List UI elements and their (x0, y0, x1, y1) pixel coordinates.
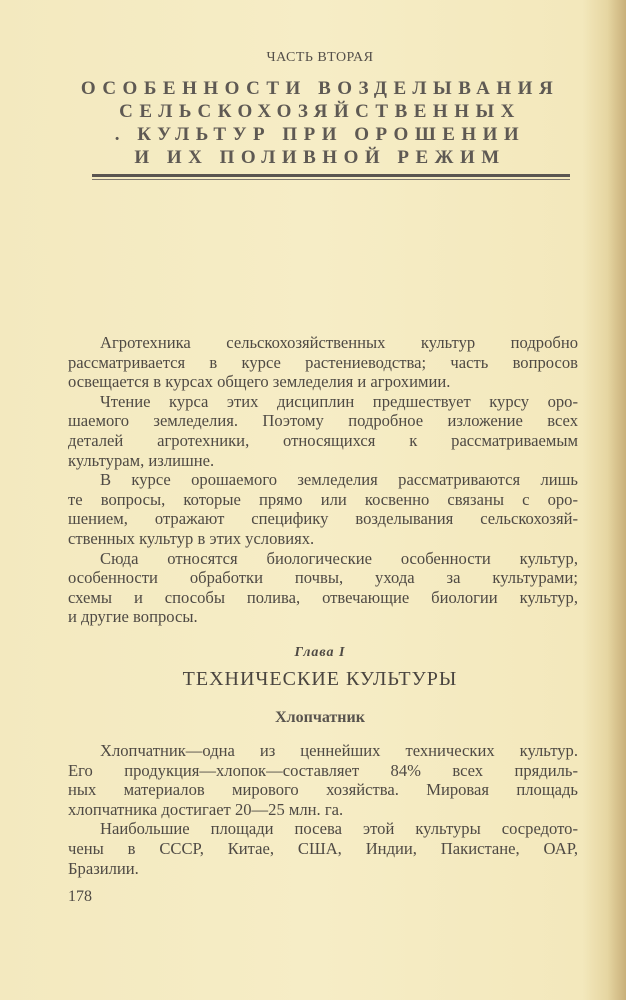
text-line: В курсе орошаемого земледелия рассматриваются лишь (100, 470, 578, 490)
text-line: рассматривается в курсе растениеводства; часть вопросов (68, 352, 578, 372)
text-line: ных материалов мирового хозяйства. Мировая площадь (68, 780, 578, 800)
text-line: особенности обработки почвы, ухода за культурами; (68, 568, 578, 588)
text-line: Сюда относятся биологические особенности культур, (100, 548, 578, 568)
paragraph (68, 470, 578, 548)
title-line: СЕЛЬСКОХОЗЯЙСТВЕННЫХ (119, 101, 521, 122)
text-line: Наибольшие площади посева этой культуры сосредото- (100, 819, 578, 839)
paragraph (68, 741, 578, 819)
paragraph (68, 549, 578, 627)
title-line: И ИХ ПОЛИВНОЙ РЕЖИМ (134, 147, 506, 168)
text-line: ственных культур в этих условиях. (68, 528, 315, 548)
part-title (60, 77, 580, 169)
text-line: те вопросы, которые прямо или косвенно связаны с оро- (68, 489, 578, 509)
paragraph (68, 392, 578, 470)
text-line: освещается в курсах общего земледелия и агрохимии. (68, 372, 451, 392)
intro-text (68, 333, 578, 627)
title-line: ОСОБЕННОСТИ ВОЗДЕЛЫВАНИЯ (80, 78, 560, 99)
text-line: культурам, излишне. (68, 450, 215, 470)
title-line: . КУЛЬТУР ПРИ ОРОШЕНИИ (114, 124, 526, 145)
text-line: шаемого земледелия. Поэтому подробное изложение всех (68, 411, 578, 431)
title-rule-thin (92, 179, 570, 180)
chapter-title: ТЕХНИЧЕСКИЕ КУЛЬТУРЫ (182, 668, 458, 690)
title-rule (92, 174, 570, 177)
text-line: хлопчатника достигает 20—25 млн. га. (68, 799, 344, 819)
part-heading: ЧАСТЬ ВТОРАЯ (266, 50, 374, 65)
text-line: и другие вопросы. (68, 607, 198, 627)
chapter-label: Глава I (294, 645, 346, 660)
page-number: 178 (68, 888, 92, 905)
text-line: Агротехника сельскохозяйственных культур подробно (100, 333, 578, 352)
section-title: Хлопчатник (275, 709, 365, 726)
text-line: Хлопчатник—одна из ценнейших технических культур. (100, 741, 578, 760)
section-text (68, 741, 578, 878)
text-line: шением, отражают специфику возделывания сельскохозяй- (68, 509, 578, 529)
text-line: схемы и способы полива, отвечающие биологии культур, (68, 587, 578, 607)
text-line: деталей агротехники, относящихся к рассматриваемым (68, 430, 578, 450)
paragraph (68, 819, 578, 878)
text-line: Чтение курса этих дисциплин предшествует курсу оро- (100, 391, 578, 411)
text-line: Бразилии. (68, 858, 139, 878)
paragraph (68, 333, 578, 392)
text-line: чены в СССР, Китае, США, Индии, Пакистане, ОАР, (68, 838, 578, 858)
text-line: Его продукция—хлопок—составляет 84% всех прядиль- (68, 760, 578, 780)
